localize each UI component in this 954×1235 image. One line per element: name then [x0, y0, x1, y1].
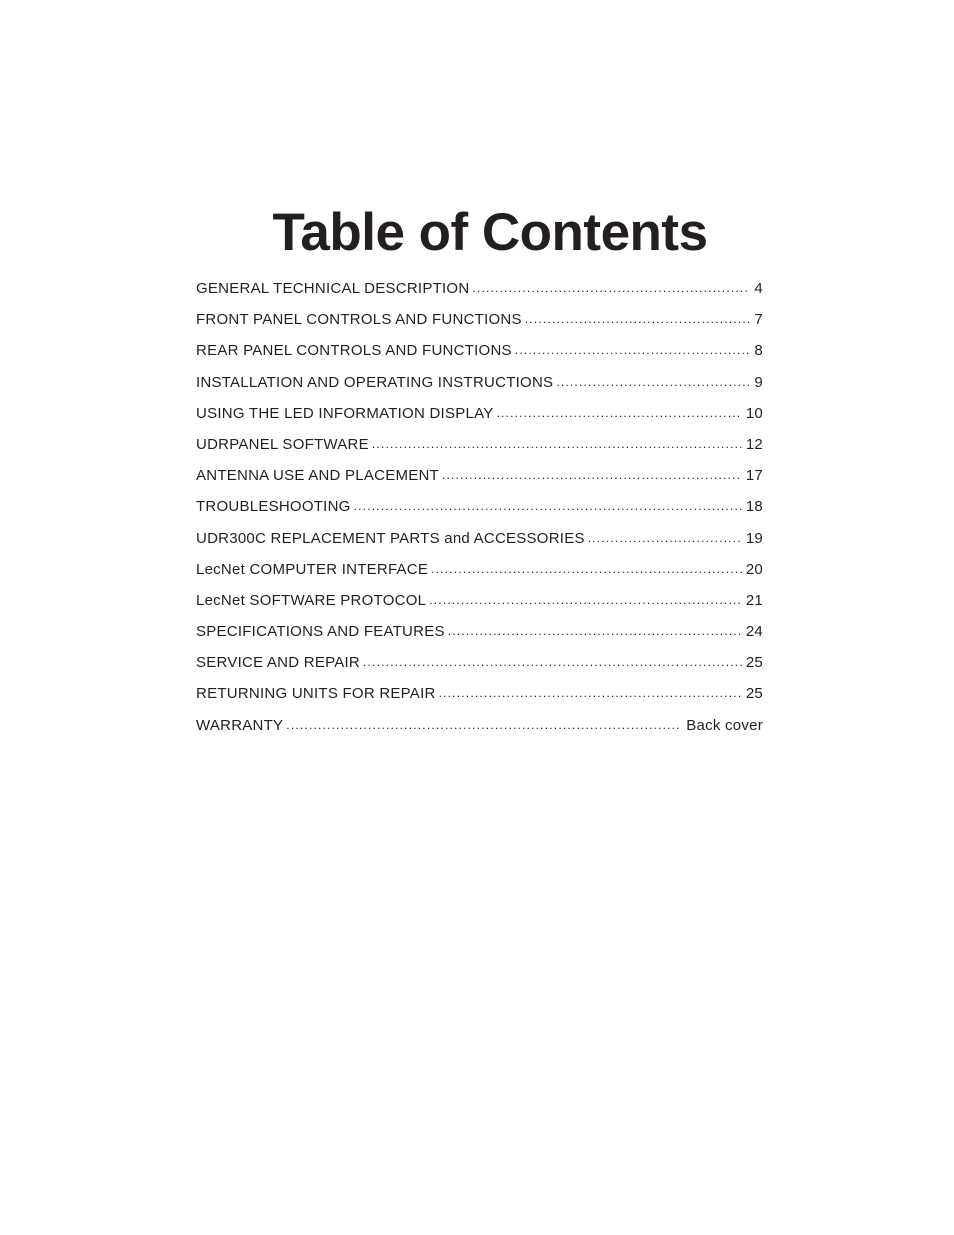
dot-leader: [429, 589, 742, 606]
dot-leader: [372, 433, 742, 450]
dot-leader: [556, 371, 750, 388]
toc-entry[interactable]: [196, 714, 763, 745]
toc-entry[interactable]: [196, 620, 763, 651]
toc-entry[interactable]: [196, 464, 763, 495]
toc-entry[interactable]: [196, 339, 763, 370]
toc-entry-page: 20: [745, 560, 763, 578]
toc-entry-page: 9: [754, 373, 763, 391]
toc-entry[interactable]: [196, 558, 763, 589]
dot-leader: [525, 308, 751, 325]
toc-entry-page: 4: [754, 280, 763, 297]
toc-entry-page: 24: [745, 623, 763, 641]
dot-leader: [354, 495, 742, 512]
dot-leader: [588, 527, 742, 544]
toc-entry-label: UDRPANEL SOFTWARE: [196, 435, 369, 453]
toc-entry-page: 25: [745, 654, 763, 672]
toc-entry-page: 8: [754, 342, 763, 360]
toc-entry-page: 19: [745, 529, 763, 547]
toc-entry-page: 10: [745, 404, 763, 422]
toc-entry[interactable]: [196, 589, 763, 620]
toc-entry[interactable]: [196, 433, 763, 464]
page-title: Table of Contents: [272, 203, 708, 262]
toc-entry-page: 18: [745, 498, 763, 516]
toc-entry-page: 12: [745, 435, 763, 453]
toc-entry-label: LecNet SOFTWARE PROTOCOL: [196, 591, 427, 609]
dot-leader: [515, 339, 751, 356]
table-of-contents: [196, 277, 763, 745]
dot-leader: [363, 651, 742, 668]
dot-leader: [472, 277, 750, 294]
toc-entry[interactable]: [196, 527, 763, 558]
toc-entry-label: WARRANTY: [196, 716, 284, 734]
toc-entry[interactable]: [196, 651, 763, 682]
toc-entry-label: REAR PANEL CONTROLS AND FUNCTIONS: [196, 342, 512, 360]
toc-entry-label: SPECIFICATIONS AND FEATURES: [196, 623, 445, 641]
toc-entry[interactable]: [196, 402, 763, 433]
toc-entry[interactable]: [196, 308, 763, 339]
dot-leader: [431, 558, 742, 575]
toc-entry-label: SERVICE AND REPAIR: [196, 654, 360, 672]
dot-leader: [442, 464, 742, 481]
toc-entry-label: GENERAL TECHNICAL DESCRIPTION: [196, 280, 470, 297]
toc-entry-page: 25: [745, 685, 763, 703]
toc-entry-label: INSTALLATION AND OPERATING INSTRUCTIONS: [196, 373, 554, 391]
toc-entry-page: 7: [754, 311, 763, 329]
toc-entry-label: RETURNING UNITS FOR REPAIR: [196, 685, 436, 703]
toc-entry[interactable]: [196, 277, 763, 308]
toc-entry-label: TROUBLESHOOTING: [196, 498, 351, 516]
toc-entry-label: UDR300C REPLACEMENT PARTS and ACCESSORIES: [196, 529, 585, 547]
toc-entry-page: Back cover: [686, 716, 763, 734]
toc-entry[interactable]: [196, 682, 763, 713]
toc-entry-label: ANTENNA USE AND PLACEMENT: [196, 467, 439, 485]
toc-entry-page: 17: [745, 467, 763, 485]
dot-leader: [496, 402, 741, 419]
toc-entry-label: LecNet COMPUTER INTERFACE: [196, 560, 429, 578]
toc-entry[interactable]: [196, 495, 763, 526]
dot-leader: [439, 682, 742, 699]
toc-entry-page: 21: [745, 591, 763, 609]
dot-leader: [448, 620, 742, 637]
dot-leader: [286, 714, 682, 731]
toc-entry-label: FRONT PANEL CONTROLS AND FUNCTIONS: [196, 311, 522, 329]
toc-entry[interactable]: [196, 371, 763, 402]
toc-entry-label: USING THE LED INFORMATION DISPLAY: [196, 404, 494, 422]
